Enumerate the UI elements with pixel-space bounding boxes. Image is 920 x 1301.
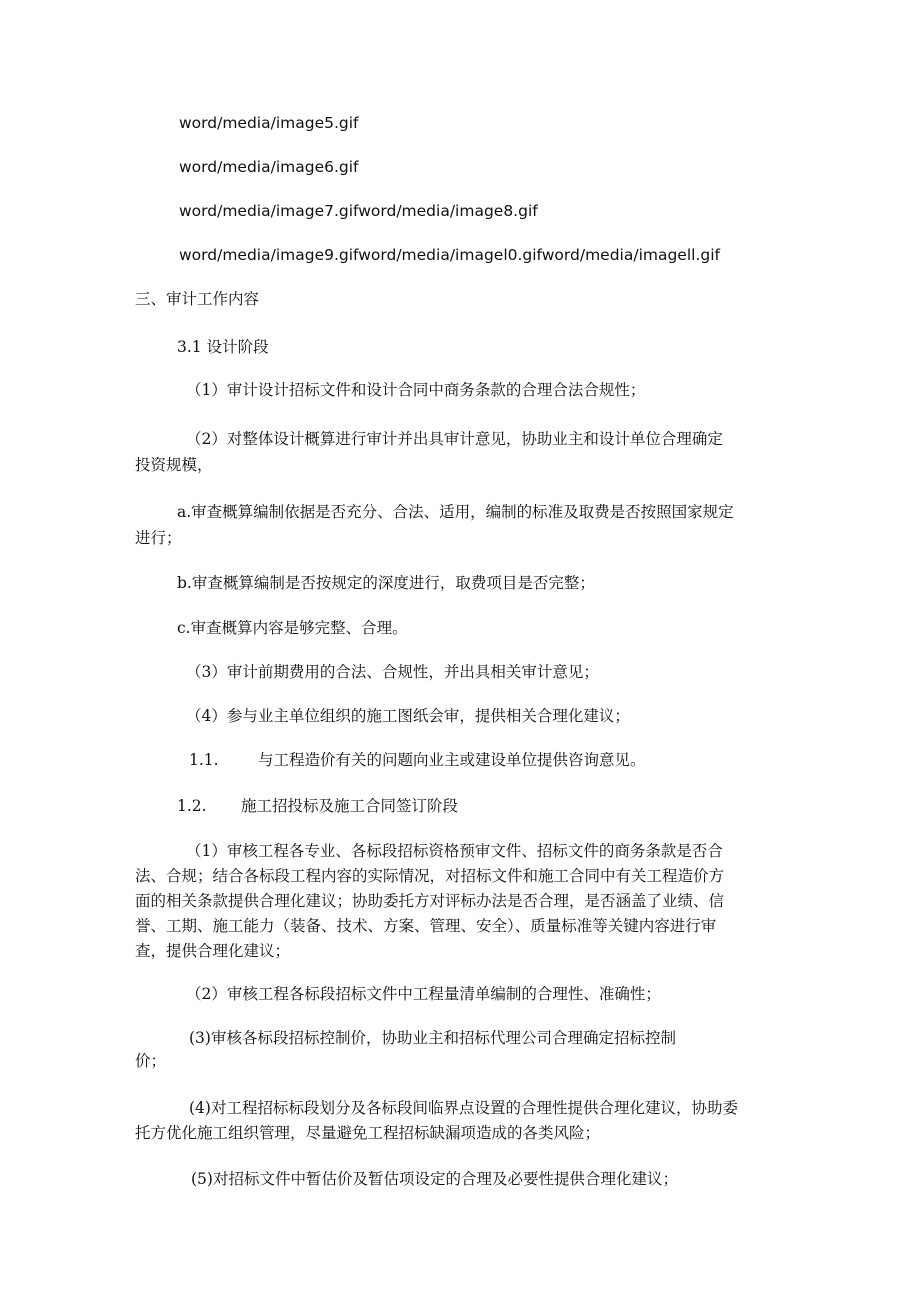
- media-link-line-3: word/media/image7.gifword/media/image8.gif: [179, 202, 538, 220]
- tender-item-4-line-1: (4)对工程招标标段划分及各标段间临界点设置的合理性提供合理化建议，协助委: [189, 1099, 738, 1117]
- tender-item-2: （2）审核工程各标段招标文件中工程量清单编制的合理性、准确性；: [186, 985, 661, 1003]
- subsection-1-1-text: 与工程造价有关的问题向业主或建设单位提供咨询意见。: [258, 751, 646, 769]
- subsection-1-2: [177, 797, 458, 815]
- tender-item-1-line-1: （1）审核工程各专业、各标段招标资格预审文件、招标文件的商务条款是否合: [186, 842, 723, 860]
- tender-item-3-line-1: (3)审核各标段招标控制价，协助业主和招标代理公司合理确定招标控制: [189, 1029, 676, 1047]
- subsection-1-1-number: 1.1.: [189, 751, 219, 769]
- tender-item-4-line-2: 托方优化施工组织管理，尽量避免工程招标缺漏项造成的各类风险；: [135, 1124, 601, 1142]
- tender-item-1-line-5: 查，提供合理化建议；: [135, 942, 291, 960]
- media-link-line-2: word/media/image6.gif: [179, 158, 359, 176]
- review-c: c.审查概算内容是够完整、合理。: [177, 619, 408, 637]
- review-a-line-2: 进行；: [135, 529, 182, 547]
- media-link-line-1: word/media/image5.gif: [179, 114, 359, 132]
- review-a-line-1: a.审查概算编制依据是否充分、合法、适用，编制的标准及取费是否按照国家规定: [177, 503, 734, 521]
- subsection-1-1: [189, 751, 646, 769]
- design-stage-heading: 3.1 设计阶段: [177, 338, 269, 356]
- design-item-4: （4）参与业主单位组织的施工图纸会审，提供相关合理化建议；: [186, 707, 630, 725]
- tender-item-1-line-4: 誉、工期、施工能力（装备、技术、方案、管理、安全）、质量标准等关键内容进行审: [135, 917, 717, 935]
- section-heading: 三、审计工作内容: [135, 290, 260, 308]
- subsection-1-2-number: 1.2.: [177, 797, 207, 815]
- tender-item-1-line-2: 法、合规；结合各标段工程内容的实际情况，对招标文件和施工合同中有关工程造价方: [135, 867, 725, 885]
- design-item-1: （1）审计设计招标文件和设计合同中商务条款的合理合法合规性；: [186, 381, 646, 399]
- media-link-line-4: word/media/image9.gifword/media/imagel0.gifword/media/imagell.gif: [179, 246, 720, 264]
- design-item-2-line-1: （2）对整体设计概算进行审计并出具审计意见，协助业主和设计单位合理确定: [186, 430, 723, 448]
- subsection-1-2-text: 施工招投标及施工合同签订阶段: [241, 797, 459, 815]
- design-item-2-line-2: 投资规模，: [135, 456, 213, 474]
- design-item-3: （3）审计前期费用的合法、合规性，并出具相关审计意见；: [186, 663, 599, 681]
- tender-item-3-line-2: 价；: [135, 1052, 167, 1070]
- tender-item-1-line-3: 面的相关条款提供合理化建议；协助委托方对评标办法是否合理，是否涵盖了业绩、信: [135, 892, 725, 910]
- tender-item-5: (5)对招标文件中暂估价及暂估项设定的合理及必要性提供合理化建议；: [191, 1170, 678, 1188]
- review-b: b.审查概算编制是否按规定的深度进行，取费项目是否完整；: [177, 574, 595, 592]
